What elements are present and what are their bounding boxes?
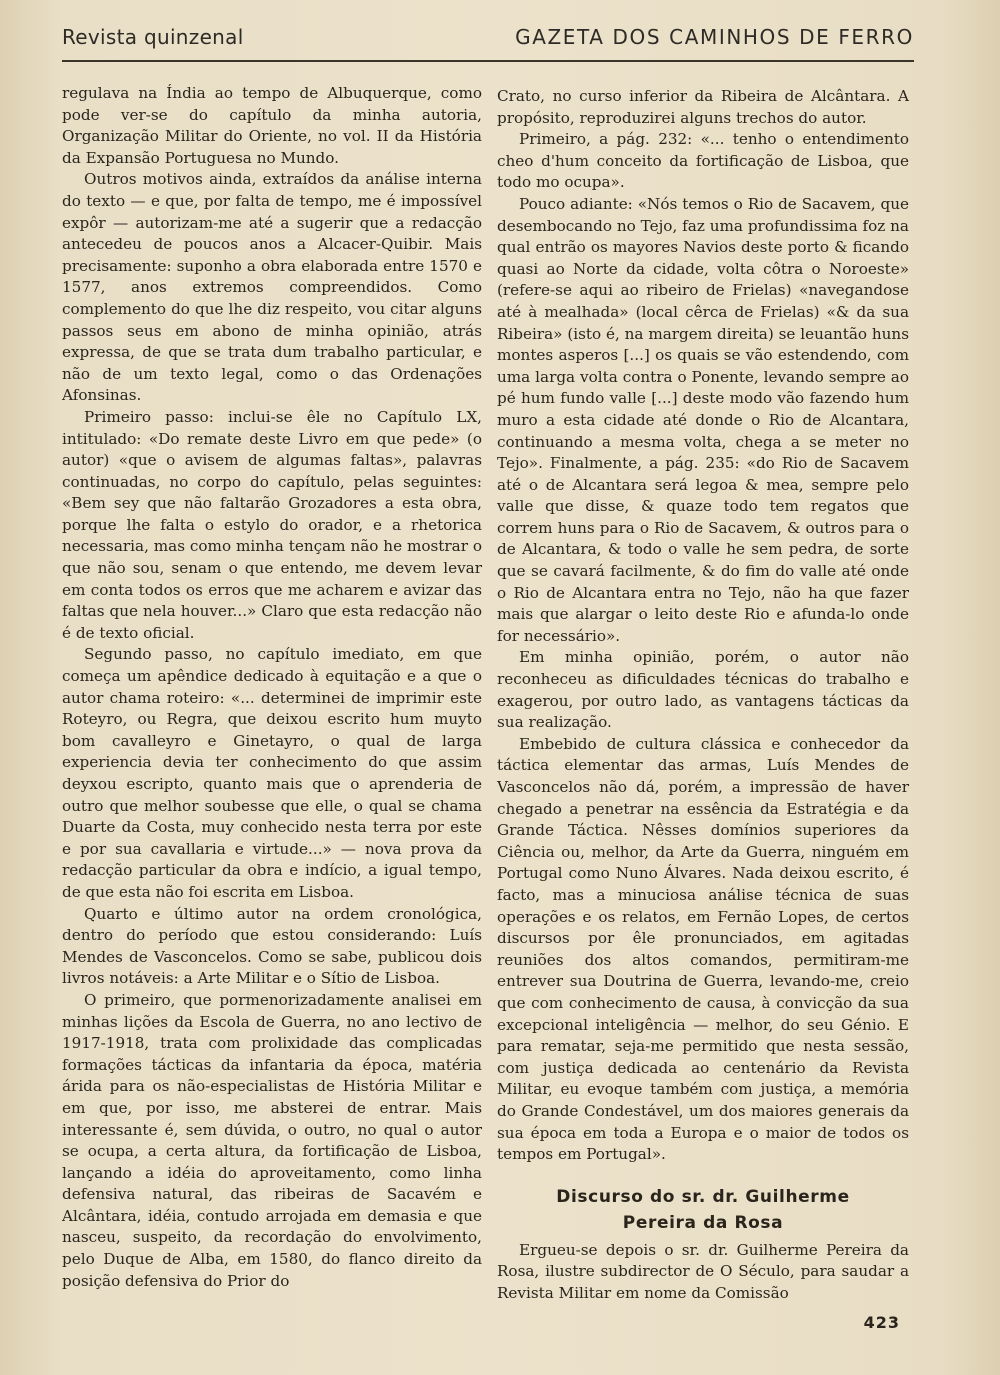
paragraph: Primeiro passo: inclui-se êle no Capítulo LX, intitulado: «Do remate deste Livro em que pede» (o autor) «que o avisem de algumas faltas», palavras continuadas, no corpo do capítulo, pelas seguintes: «Bem sey que não faltarão Grozadores a esta obra, porque lhe falta o estylo do orador, e a rhetorica necessaria, mas como minha tençam não he mostrar o que não sou, senam o que entendo, me devem levar em conta todos os erros que me acharem e avizar das faltas que nela houver...» Claro que esta redacção não é de texto oficial. [62, 407, 482, 642]
paragraph: Em minha opinião, porém, o autor não reconheceu as dificuldades técnicas do trabalho e exagerou, por outro lado, as vantagens tácticas da sua realização. [497, 648, 909, 732]
right-column [497, 86, 909, 1304]
header-right: GAZETA DOS CAMINHOS DE FERRO [515, 25, 914, 49]
paragraph: Embebido de cultura clássica e conhecedor da táctica elementar das armas, Luís Mendes de Vasconcelos não dá, porém, a impressão de haver chegado a penetrar na essência da Estratégia e da Grande Táctica. Nêsses domínios superiores da Ciência ou, melhor, da Arte da Guerra, ninguém em Portugal como Nuno Álvares. Nada deixou escrito, é facto, mas a minuciosa análise técnica de suas operações e os relatos, em Fernão Lopes, de certos discursos por êle pronunciados, em agitadas reuniões dos altos comandos, permitiram-me entrever sua Doutrina de Guerra, levando-me, creio que com conhecimento de causa, à convicção da sua excepcional inteligência — melhor, do seu Génio. E para rematar, seja-me permitido que nesta sessão, com justiça dedicada ao centenário da Revista Militar, eu evoque também com justiça, a memória do Grande Condestável, um dos maiores generais da sua época em toda a Europa e o maior de todos os tempos em Portugal». [497, 734, 909, 1164]
header-rule [62, 60, 914, 62]
paragraph: Ergueu-se depois o sr. dr. Guilherme Pereira da Rosa, ilustre subdirector de O Século, para saudar a Revista Militar em nome da Comissão [497, 1240, 909, 1302]
left-column [62, 83, 482, 1292]
paragraph: Outros motivos ainda, extraídos da análise interna do texto — e que, por falta de tempo, me é impossível expôr — autorizam-me até a sugerir que a redacção antecedeu de poucos anos a Alcacer-Quibir. Mais precisamente: suponho a obra elaborada entre 1570 e 1577, anos extremos compreendidos. Como complemento do que lhe diz respeito, vou citar alguns passos seus em abono de minha opinião, atrás expressa, de que se trata dum trabalho particular, e não de um texto legal, como o das Ordenações Afonsinas. [62, 170, 482, 405]
paragraph: regulava na Índia ao tempo de Albuquerque, como pode ver-se do capítulo da minha autoria, Organização Militar do Oriente, no vol. II da História da Expansão Portuguesa no Mundo. [62, 84, 482, 167]
paragraph: O primeiro, que pormenorizadamente analisei em minhas lições da Escola de Guerra, no ano lectivo de 1917-1918, trata com prolixidade das complicadas formações tácticas da infantaria da época, matéria árida para os não-especialistas de História Militar e em que, por isso, me absterei de entrar. Mais interessante é, sem dúvida, o outro, no qual o autor se ocupa, a certa altura, da fortificação de Lisboa, lançando a idéia do aproveitamento, como linha defensiva natural, das ribeiras de Sacavém e Alcântara, idéia, contudo arrojada em demasia e que nasceu, suspeito, da recordação do envolvimento, pelo Duque de Alba, em 1580, do flanco direito da posição defensiva do Prior do [62, 990, 482, 1290]
section-heading-line1: Discurso do sr. dr. Guilherme [556, 1186, 850, 1207]
running-header [62, 22, 914, 52]
paragraph: Pouco adiante: «Nós temos o Rio de Sacavem, que desembocando no Tejo, faz uma profundissima foz na qual entrão os mayores Navios deste porto & ficando quasi ao Norte da cidade, volta côtra o Noroeste» (refere-se aqui ao ribeiro de Frielas) «navegandose até à mealhada» (local cêrca de Frielas) «& da sua Ribeira» (isto é, na margem direita) se leuantão huns montes asperos [...] os quais se vão estendendo, com uma larga volta contra o Ponente, levando sempre ao pé hum fundo valle [...] deste modo vão fazendo hum muro a esta cidade até donde o Rio de Alcantara, continuando a mesma volta, chega a se meter no Tejo». Finalmente, a pág. 235: «do Rio de Sacavem até o de Alcantara será legoa & mea, sempre pelo valle que disse, & quaze todo tem regatos que correm huns para o Rio de Sacavem, & outros para o de Alcantara, & todo o valle he sem pedra, de sorte que se cavará facilmente, & do fim do valle até onde o Rio de Alcantara entra no Tejo, não ha que fazer mais que alargar o leito deste Rio e afunda-lo onde for necessário». [497, 194, 909, 645]
section-heading-line2: Pereira da Rosa [622, 1212, 784, 1233]
paragraph: Segundo passo, no capítulo imediato, em que começa um apêndice dedicado à equitação e a que o autor chama roteiro: «... determinei de imprimir este Roteyro, ou Regra, que deixou escrito hum muyto bom cavalleyro e Ginetayro, o qual de larga experiencia devia ter conhecimento do que assim deyxou escripto, quanto mais que o aprenderia de outro que melhor soubesse que elle, o qual se chama Duarte da Costa, muy conhecido nesta terra por este e por sua cavallaria e virtude...» — nova prova da redacção particular da obra e indício, a igual tempo, de que esta não foi escrita em Lisboa. [62, 645, 482, 901]
section-heading [497, 1184, 909, 1236]
header-left: Revista quinzenal [62, 25, 244, 49]
paragraph: Primeiro, a pág. 232: «... tenho o entendimento cheo d'hum conceito da fortificação de Lisboa, que todo mo ocupa». [497, 130, 909, 192]
paragraph: Quarto e último autor na ordem cronológica, dentro do período que estou considerando: Luís Mendes de Vasconcelos. Como se sabe, publicou dois livros notáveis: a Arte Militar e o Sítio de Lisboa. [62, 904, 482, 988]
paragraph: Crato, no curso inferior da Ribeira de Alcântara. A propósito, reproduzirei alguns trechos do autor. [497, 87, 909, 127]
page-number: 423 [863, 1313, 900, 1332]
